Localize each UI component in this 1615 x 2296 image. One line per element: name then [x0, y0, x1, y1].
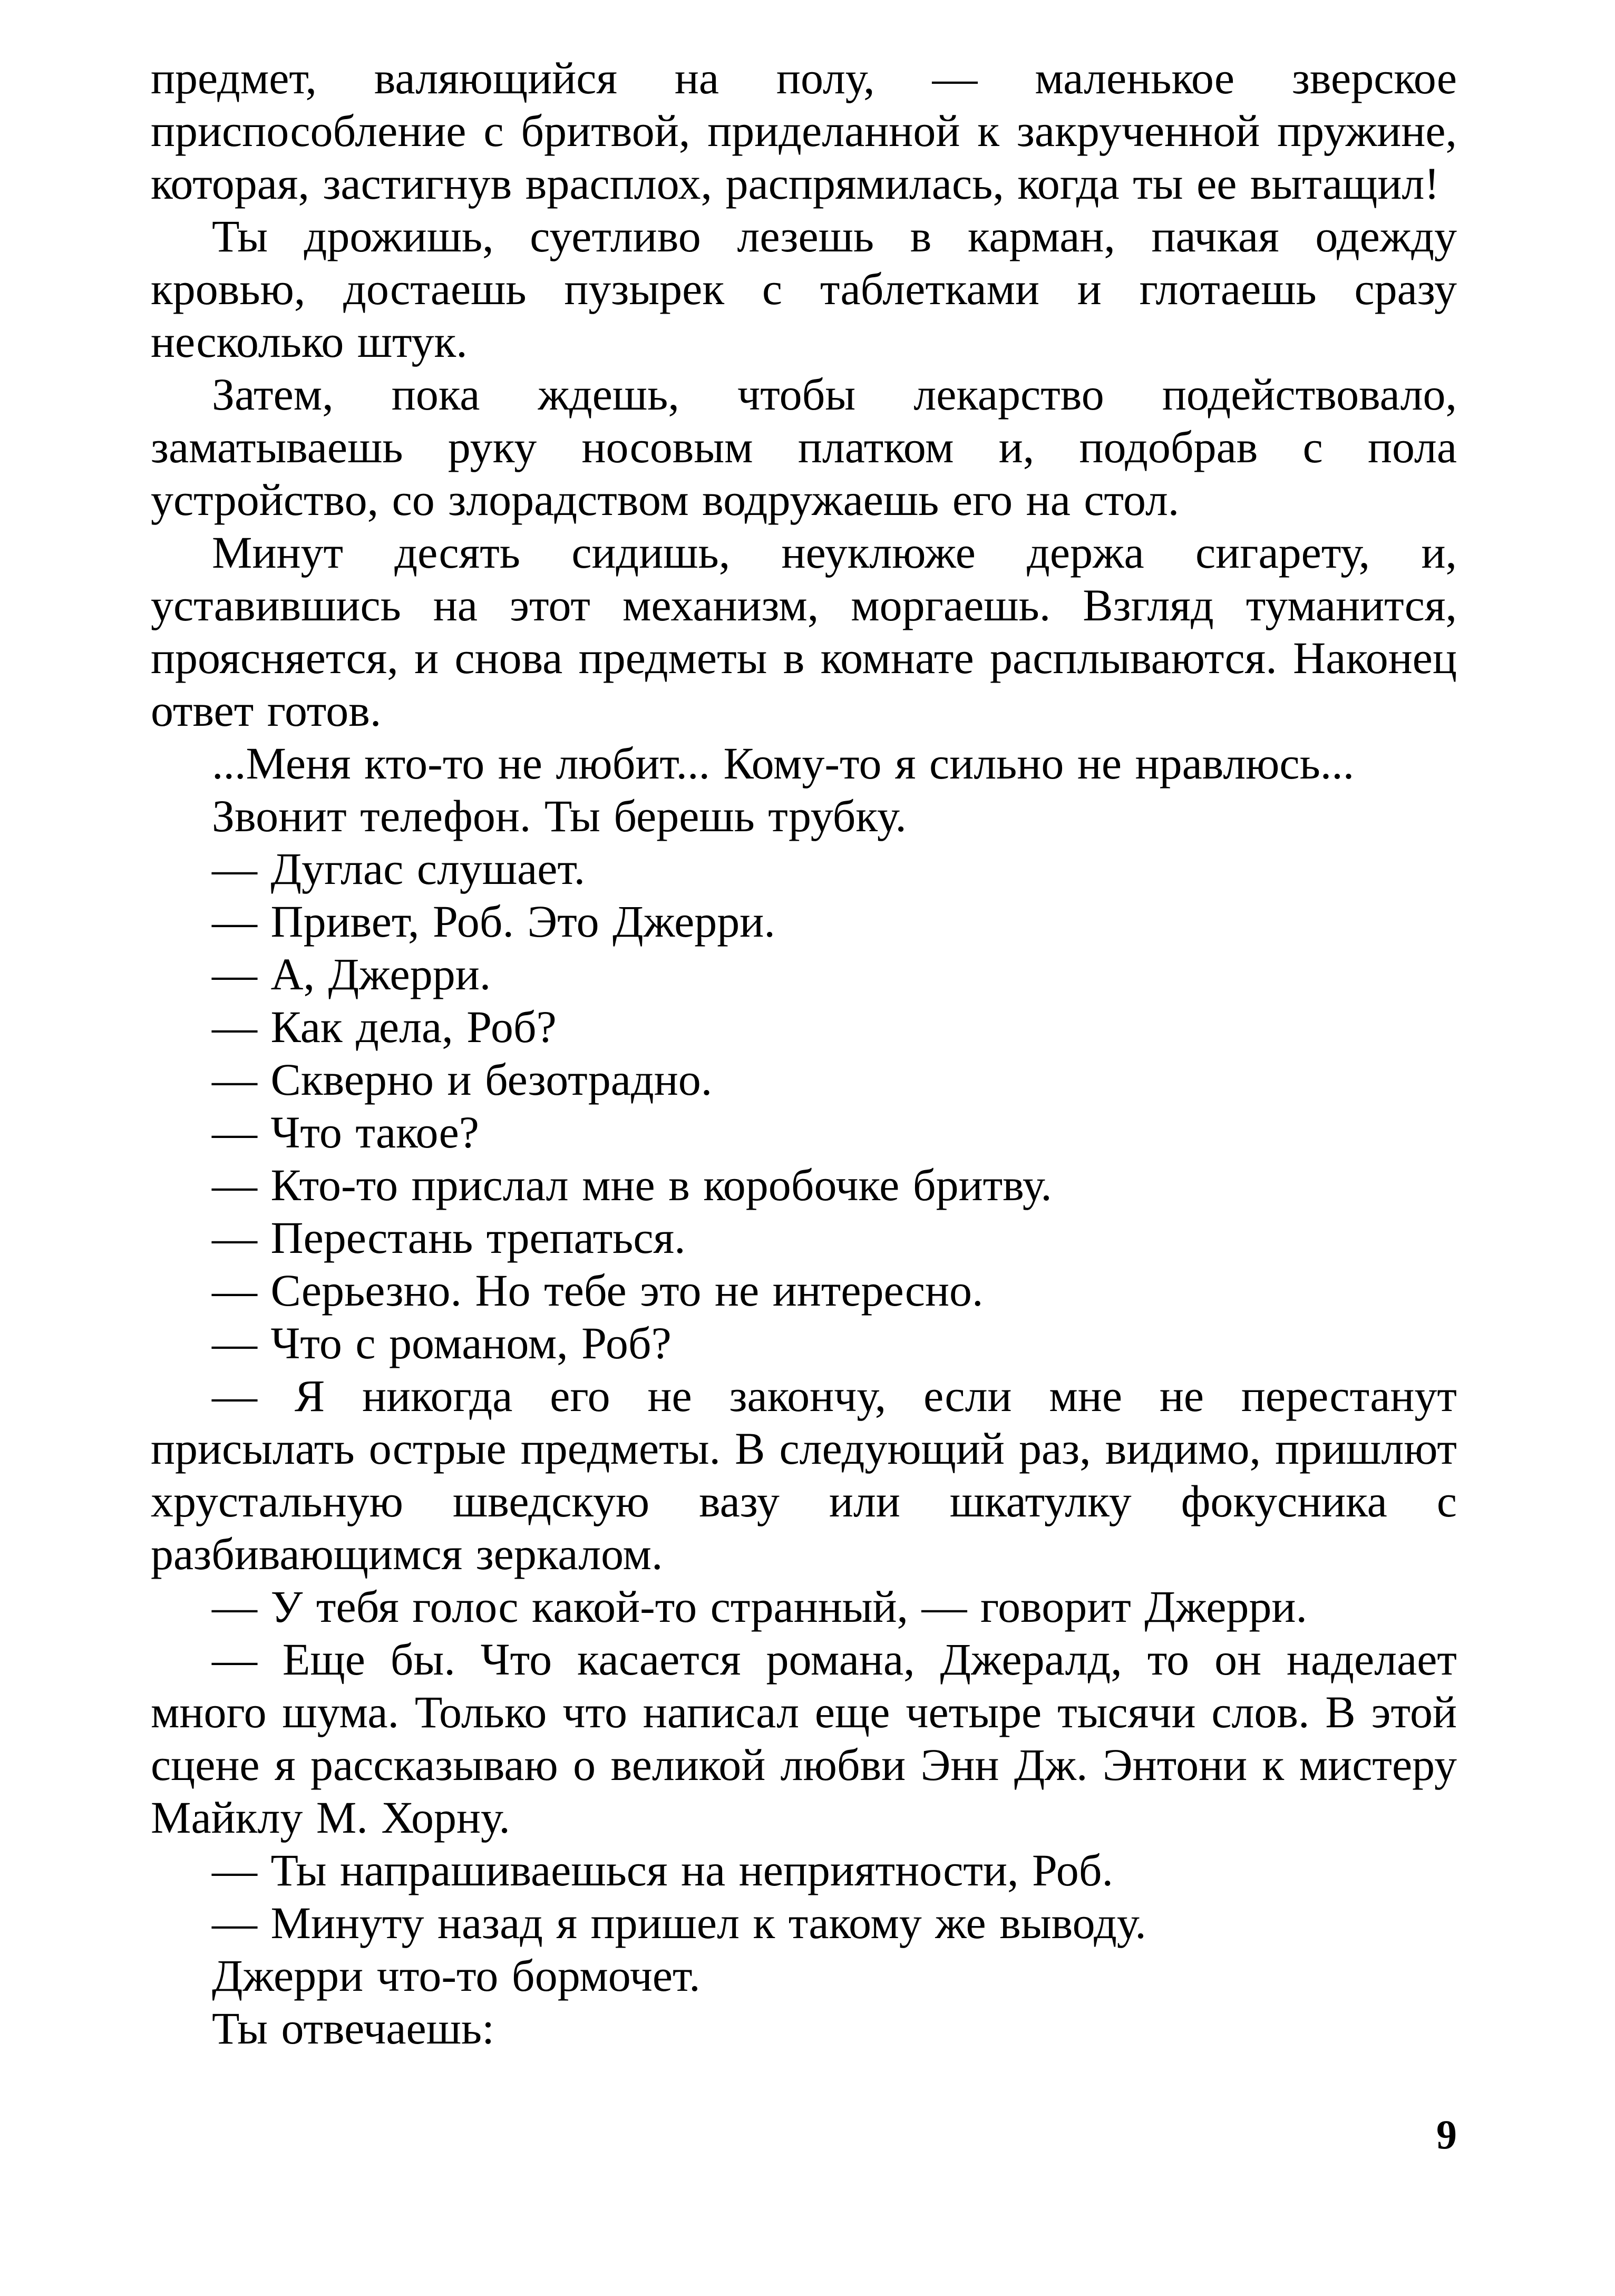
dialogue-line: — Кто-то прислал мне в коробочке бритву.	[212, 1160, 1052, 1210]
paragraph: предмет, валяющийся на полу, — маленькое зверское приспособление с бритвой, приделанной к закрученной пружине, которая, застигнув врасплох, распрямилась, когда ты ее вытащил!	[151, 53, 1457, 209]
paragraph: Ты дрожишь, суетливо лезешь в карман, пачкая одежду кровью, достаешь пузырек с таблетками и глотаешь сразу несколько штук.	[151, 211, 1457, 367]
dialogue-line: — Перестань трепаться.	[212, 1212, 686, 1263]
dialogue-line: — Еще бы. Что касается романа, Джералд, то он наделает много шума. Только что написал еще четыре тысячи слов. В этой сцене я рассказываю о великой любви Энн Дж. Энтони к мистеру Майклу М. Хорну.	[151, 1634, 1457, 1843]
dialogue-line: — Скверно и безотрадно.	[212, 1054, 713, 1105]
dialogue-line: — У тебя голос какой-то странный, — говорит Джерри.	[212, 1581, 1307, 1632]
dialogue-line: — Минуту назад я пришел к такому же выводу.	[212, 1898, 1146, 1948]
dialogue-line: — Я никогда его не закончу, если мне не перестанут присылать острые предметы. В следующий раз, видимо, пришлют хрустальную шведскую вазу или шкатулку фокусника с разбивающимся зеркалом.	[151, 1370, 1457, 1579]
paragraph: ...Меня кто-то не любит... Кому-то я сильно не нравлюсь...	[212, 738, 1355, 789]
dialogue-line: — Ты напрашиваешься на неприятности, Роб.	[212, 1845, 1113, 1895]
dialogue-line: — Как дела, Роб?	[212, 1001, 557, 1052]
dialogue-line: — Что с романом, Роб?	[212, 1318, 672, 1368]
dialogue-line: — Что такое?	[212, 1107, 479, 1157]
dialogue-line: — Серьезно. Но тебе это не интересно.	[212, 1265, 984, 1316]
dialogue-line: — А, Джерри.	[212, 949, 491, 999]
page-number: 9	[1436, 2112, 1457, 2157]
paragraph: Минут десять сидишь, неуклюже держа сигарету, и, уставившись на этот механизм, моргаешь. Взгляд туманится, проясняется, и снова предметы в комнате расплываются. Наконец ответ готов.	[151, 527, 1457, 736]
paragraph: Ты отвечаешь:	[212, 2003, 495, 2054]
body-text	[151, 52, 1457, 2055]
dialogue-line: — Дуглас слушает.	[212, 843, 586, 894]
paragraph: Звонит телефон. Ты берешь трубку.	[212, 791, 907, 841]
paragraph: Джерри что-то бормочет.	[212, 1950, 701, 2001]
dialogue-line: — Привет, Роб. Это Джерри.	[212, 896, 775, 947]
paragraph: Затем, пока ждешь, чтобы лекарство подействовало, заматываешь руку носовым платком и, подобрав с пола устройство, со злорадством водружаешь его на стол.	[151, 369, 1457, 525]
